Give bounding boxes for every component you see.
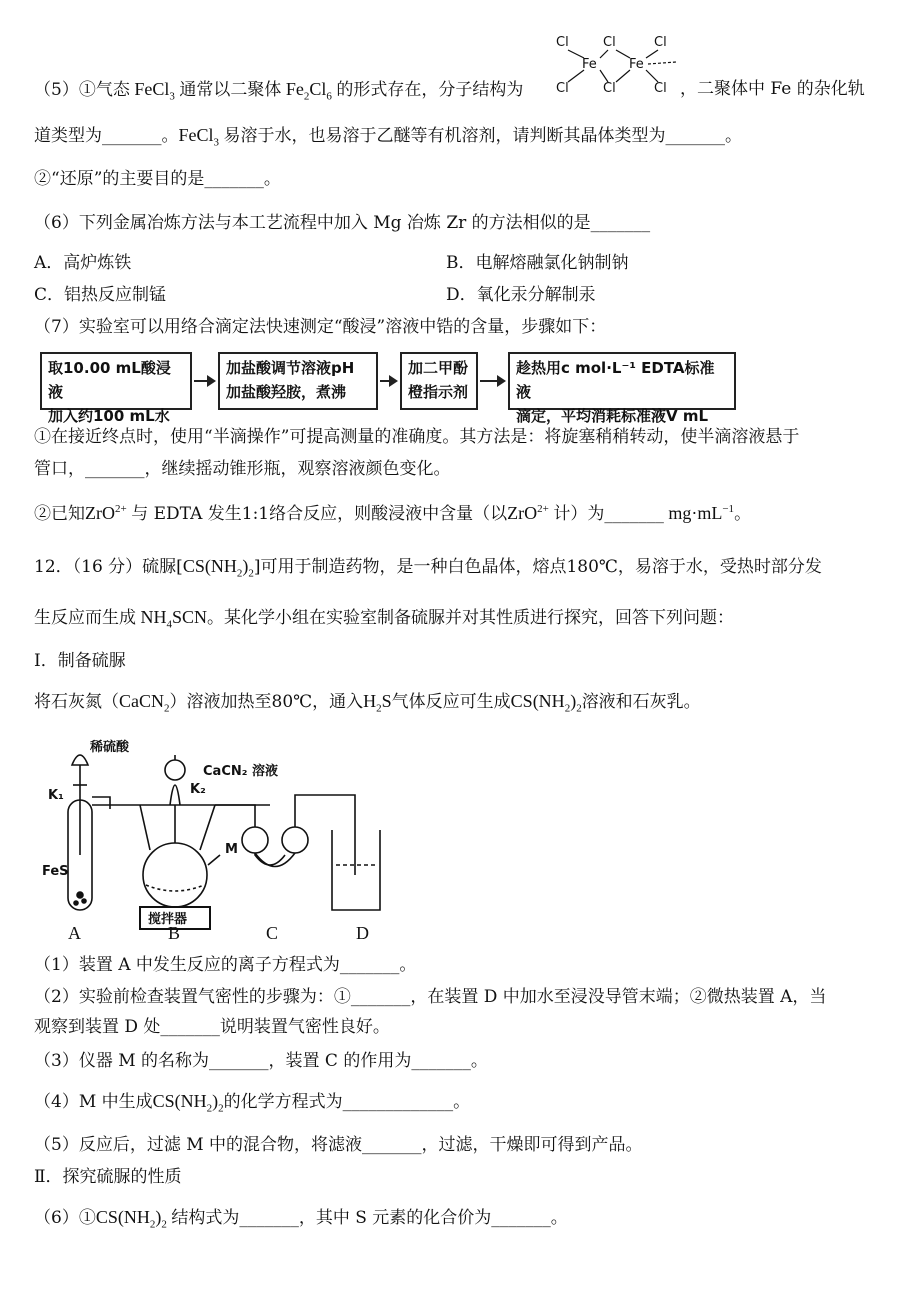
- flow-step-3: 加二甲酚 橙指示剂: [400, 352, 478, 410]
- label-fes: FeS: [42, 864, 69, 879]
- q6-option-a: A．高炉炼铁: [34, 253, 132, 273]
- q12-part2-line1: （2）实验前检查装置气密性的步骤为：①_______，在装置 D 中加水至浸没导管末端；②微热装置 A，当: [34, 987, 827, 1007]
- formula-cacn2: CaCN$_2$: [119, 691, 170, 715]
- formula-thiourea: $CS(NH_2)_2$: [152, 1091, 224, 1115]
- formula-h2s: $H_2S$: [363, 691, 392, 715]
- fe2cl6-structure: [548, 30, 688, 100]
- apparatus-letter-c: C: [266, 923, 279, 943]
- apparatus-letter-a: A: [68, 923, 81, 943]
- apparatus-diagram: [40, 735, 400, 945]
- label-stirrer: 搅拌器: [148, 912, 188, 927]
- flow-step-2: 加盐酸调节溶液pH 加盐酸羟胺，煮沸: [218, 352, 378, 410]
- q12-head-line1: 12．（16 分）硫脲$[CS(NH_2)_2]$可用于制造药物，是一种白色晶体，熔点180℃，易溶于水，受热时部分发: [34, 556, 822, 580]
- flow-step-4: 趁热用c mol·L⁻¹ EDTA标准液 滴定，平均消耗标准液V mL: [508, 352, 736, 410]
- formula-thiourea: $CS(NH_2)_2$: [95, 1207, 167, 1231]
- q12-part2-line2: 观察到装置 D 处_______说明装置气密性良好。: [34, 1017, 390, 1037]
- q12-part5: （5）反应后，过滤 M 中的混合物，将滤液_______，过滤，干燥即可得到产品。: [34, 1135, 643, 1155]
- q5-line2: 道类型为_______。FeCl$_3$ 易溶于水，也易溶于乙醚等有机溶剂，请判断其晶体类型为_______。: [34, 125, 743, 149]
- q7-sub1-line2: 管口，_______，继续摇动锥形瓶，观察溶液颜色变化。: [34, 459, 451, 479]
- unit-mg-per-ml: $mg\cdot mL^{-1}$: [668, 503, 735, 523]
- flow-arrow: [194, 380, 214, 382]
- q6-option-c: C．铝热反应制锰: [34, 285, 167, 305]
- formula-fecl3: FeCl$_3$: [129, 79, 175, 103]
- formula-nh4scn: $NH_4SCN$: [136, 607, 208, 631]
- label-dilute-sulfuric-acid: 稀硫酸: [90, 740, 130, 755]
- q7-stem: （7）实验室可以用络合滴定法快速测定“酸浸”溶液中锆的含量，步骤如下：: [34, 317, 607, 337]
- q7-sub1-line1: ①在接近终点时，使用“半滴操作”可提高测量的准确度。其方法是：将旋塞稍稍转动，使半滴溶液悬于: [34, 427, 800, 447]
- q7-sub2: ②已知ZrO$^{2+}$ 与 EDTA 发生1:1络合反应，则酸浸液中含量（以ZrO$^{2+}$ 计）为_______ $mg\cdot mL^{-1}$。: [34, 503, 752, 524]
- formula-fe2cl6: $Fe_2Cl_6$: [281, 79, 332, 103]
- q12-intro: 将石灰氮（CaCN$_2$）溶液加热至80℃，通入$H_2S$气体反应可生成$CS(NH_2)_2$溶液和石灰乳。: [34, 691, 701, 715]
- q6-option-d: D．氧化汞分解制汞: [446, 285, 596, 305]
- section-2-title: Ⅱ．探究硫脲的性质: [34, 1167, 182, 1187]
- flow-arrow: [380, 380, 396, 382]
- label-m: M: [225, 842, 238, 857]
- q12-part1: （1）装置 A 中发生反应的离子方程式为_______。: [34, 955, 417, 975]
- svg-text:Fe: Fe: [582, 57, 597, 72]
- formula-thiourea: $CS(NH_2)_2$: [182, 556, 254, 580]
- q5-line3: ②“还原”的主要目的是_______。: [34, 169, 281, 189]
- svg-text:Fe: Fe: [629, 57, 644, 72]
- label-cacn2-solution: CaCN₂ 溶液: [203, 764, 278, 779]
- formula-fecl3: FeCl$_3$: [178, 125, 220, 149]
- svg-text:Cl: Cl: [654, 81, 667, 96]
- formula-thiourea: $CS(NH_2)_2$: [510, 691, 582, 715]
- q6-stem: （6）下列金属冶炼方法与本工艺流程中加入 Mg 冶炼 Zr 的方法相似的是_______: [34, 213, 651, 233]
- svg-text:Cl: Cl: [654, 35, 667, 50]
- svg-text:Cl: Cl: [603, 81, 616, 96]
- flow-step-1: 取10.00 mL酸浸液 加入约100 mL水: [40, 352, 192, 410]
- q12-head-line2: 生反应而生成 $NH_4SCN$。某化学小组在实验室制备硫脲并对其性质进行探究，回答下列问题：: [34, 607, 735, 631]
- section-1-title: Ⅰ．制备硫脲: [34, 651, 126, 671]
- q12-part4: （4）M 中生成$CS(NH_2)_2$的化学方程式为_____________。: [34, 1091, 471, 1115]
- flow-arrow: [480, 380, 504, 382]
- q12-part3: （3）仪器 M 的名称为_______，装置 C 的作用为_______。: [34, 1051, 488, 1071]
- formula-zro2plus: ZrO$^{2+}$: [85, 503, 127, 523]
- svg-text:Cl: Cl: [603, 35, 616, 50]
- q12-part6: $(6)①CS(NH_2)_2$ 结构式为_______，其中 S 元素的化合价为_______。: [34, 1207, 568, 1231]
- svg-text:Cl: Cl: [556, 35, 569, 50]
- formula-zro2plus: ZrO$^{2+}$: [507, 503, 549, 523]
- label-k2: K₂: [190, 782, 206, 797]
- label-k1: K₁: [48, 788, 64, 803]
- q5-line1-end: ，二聚体中 Fe 的杂化轨: [680, 79, 865, 99]
- apparatus-letter-b: B: [168, 923, 181, 943]
- svg-text:Cl: Cl: [556, 81, 569, 96]
- q6-option-b: B．电解熔融氯化钠制钠: [446, 253, 629, 273]
- apparatus-letter-d: D: [356, 923, 369, 943]
- q5-line1: （5）①气态 FeCl$_3$ 通常以二聚体 $Fe_2Cl_6$ 的形式存在，分子结构为: [34, 79, 524, 103]
